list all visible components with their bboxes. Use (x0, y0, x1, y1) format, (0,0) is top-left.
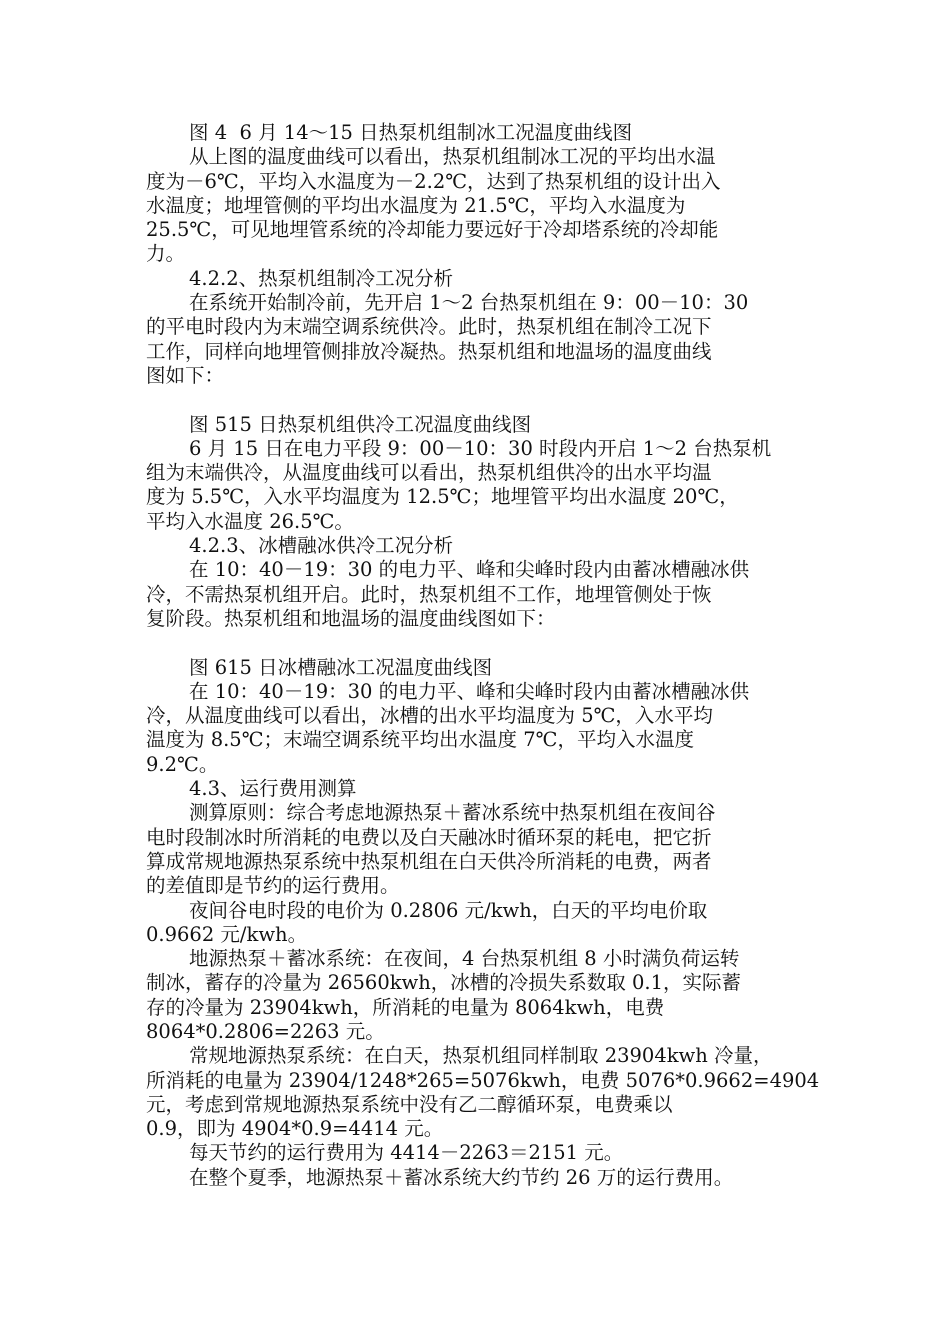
text-line: 4.2.2、热泵机组制冷工况分析 (189, 266, 454, 290)
text-line: 4.2.3、冰槽融冰供冷工况分析 (189, 534, 454, 558)
text-line: 常规地源热泵系统：在白天，热泵机组同样制取 23904kwh 冷量， (189, 1044, 773, 1068)
text-line: 的差值即是节约的运行费用。 (146, 874, 400, 898)
text-line: 度为－6℃，平均入水温度为－2.2℃，达到了热泵机组的设计出入 (146, 169, 721, 193)
text-line: 在 10：40－19：30 的电力平、峰和尖峰时段内由蓄冰槽融冰供 (189, 558, 750, 582)
text-line: 复阶段。热泵机组和地温场的温度曲线图如下： (146, 606, 556, 630)
text-line: 25.5℃，可见地埋管系统的冷却能力要远好于冷却塔系统的冷却能 (146, 218, 719, 242)
text-line: 所消耗的电量为 23904/1248*265=5076kwh，电费 5076*0.9662=4904 (146, 1068, 820, 1092)
text-line: 0.9，即为 4904*0.9=4414 元。 (146, 1117, 444, 1141)
text-line: 算成常规地源热泵系统中热泵机组在白天供冷所消耗的电费，两者 (146, 849, 712, 873)
text-line: 图 4 6 月 14～15 日热泵机组制冰工况温度曲线图 (189, 121, 633, 144)
text-line: 冷，从温度曲线可以看出，冰槽的出水平均温度为 5℃，入水平均 (146, 704, 713, 728)
text-line: 图 615 日冰槽融冰工况温度曲线图 (189, 655, 493, 679)
text-line: 制冰，蓄存的冷量为 26560kwh，冰槽的冷损失系数取 0.1，实际蓄 (146, 971, 742, 995)
text-line: 图 515 日热泵机组供冷工况温度曲线图 (189, 412, 532, 436)
text-line: 的平电时段内为末端空调系统供冷。此时，热泵机组在制冷工况下 (146, 315, 712, 339)
blank-line (146, 388, 806, 412)
text-line: 图如下： (146, 363, 225, 387)
text-line: 度为 5.5℃，入水平均温度为 12.5℃；地埋管平均出水温度 20℃， (146, 485, 739, 509)
text-line: 6 月 15 日在电力平段 9：00－10：30 时段内开启 1～2 台热泵机 (189, 436, 772, 460)
text-line: 电时段制冰时所消耗的电费以及白天融冰时循环泵的耗电，把它折 (146, 825, 712, 849)
text-line: 温度为 8.5℃；末端空调系统平均出水温度 7℃，平均入水温度 (146, 728, 694, 752)
text-line: 存的冷量为 23904kwh，所消耗的电量为 8064kwh，电费 (146, 995, 665, 1019)
text-line: 冷，不需热泵机组开启。此时，热泵机组不工作，地埋管侧处于恢 (146, 582, 712, 606)
text-line: 从上图的温度曲线可以看出，热泵机组制冰工况的平均出水温 (189, 145, 716, 169)
blank-line (146, 631, 806, 655)
text-line: 9.2℃。 (146, 752, 219, 776)
document-body (146, 121, 820, 1190)
text-line: 4.3、运行费用测算 (189, 777, 357, 801)
text-line: 在系统开始制冷前，先开启 1～2 台热泵机组在 9：00－10：30 (189, 291, 749, 315)
text-line: 每天节约的运行费用为 4414－2263＝2151 元。 (189, 1141, 624, 1165)
text-line: 组为末端供冷，从温度曲线可以看出，热泵机组供冷的出水平均温 (146, 461, 712, 485)
text-line: 夜间谷电时段的电价为 0.2806 元/kwh，白天的平均电价取 (189, 898, 708, 922)
text-line: 0.9662 元/kwh。 (146, 922, 308, 946)
text-line: 力。 (146, 242, 186, 266)
text-line: 水温度；地埋管侧的平均出水温度为 21.5℃，平均入水温度为 (146, 193, 686, 217)
text-line: 元，考虑到常规地源热泵系统中没有乙二醇循环泵，电费乘以 (146, 1092, 673, 1116)
text-line: 工作，同样向地埋管侧排放冷凝热。热泵机组和地温场的温度曲线 (146, 339, 712, 363)
text-line: 8064*0.2806=2263 元。 (146, 1019, 385, 1043)
text-line: 在 10：40－19：30 的电力平、峰和尖峰时段内由蓄冰槽融冰供 (189, 679, 750, 703)
text-line: 平均入水温度 26.5℃。 (146, 509, 354, 533)
text-line: 测算原则：综合考虑地源热泵＋蓄冰系统中热泵机组在夜间谷 (189, 801, 716, 825)
text-line: 在整个夏季，地源热泵＋蓄冰系统大约节约 26 万的运行费用。 (189, 1165, 734, 1189)
text-line: 地源热泵＋蓄冰系统：在夜间，4 台热泵机组 8 小时满负荷运转 (189, 947, 740, 971)
